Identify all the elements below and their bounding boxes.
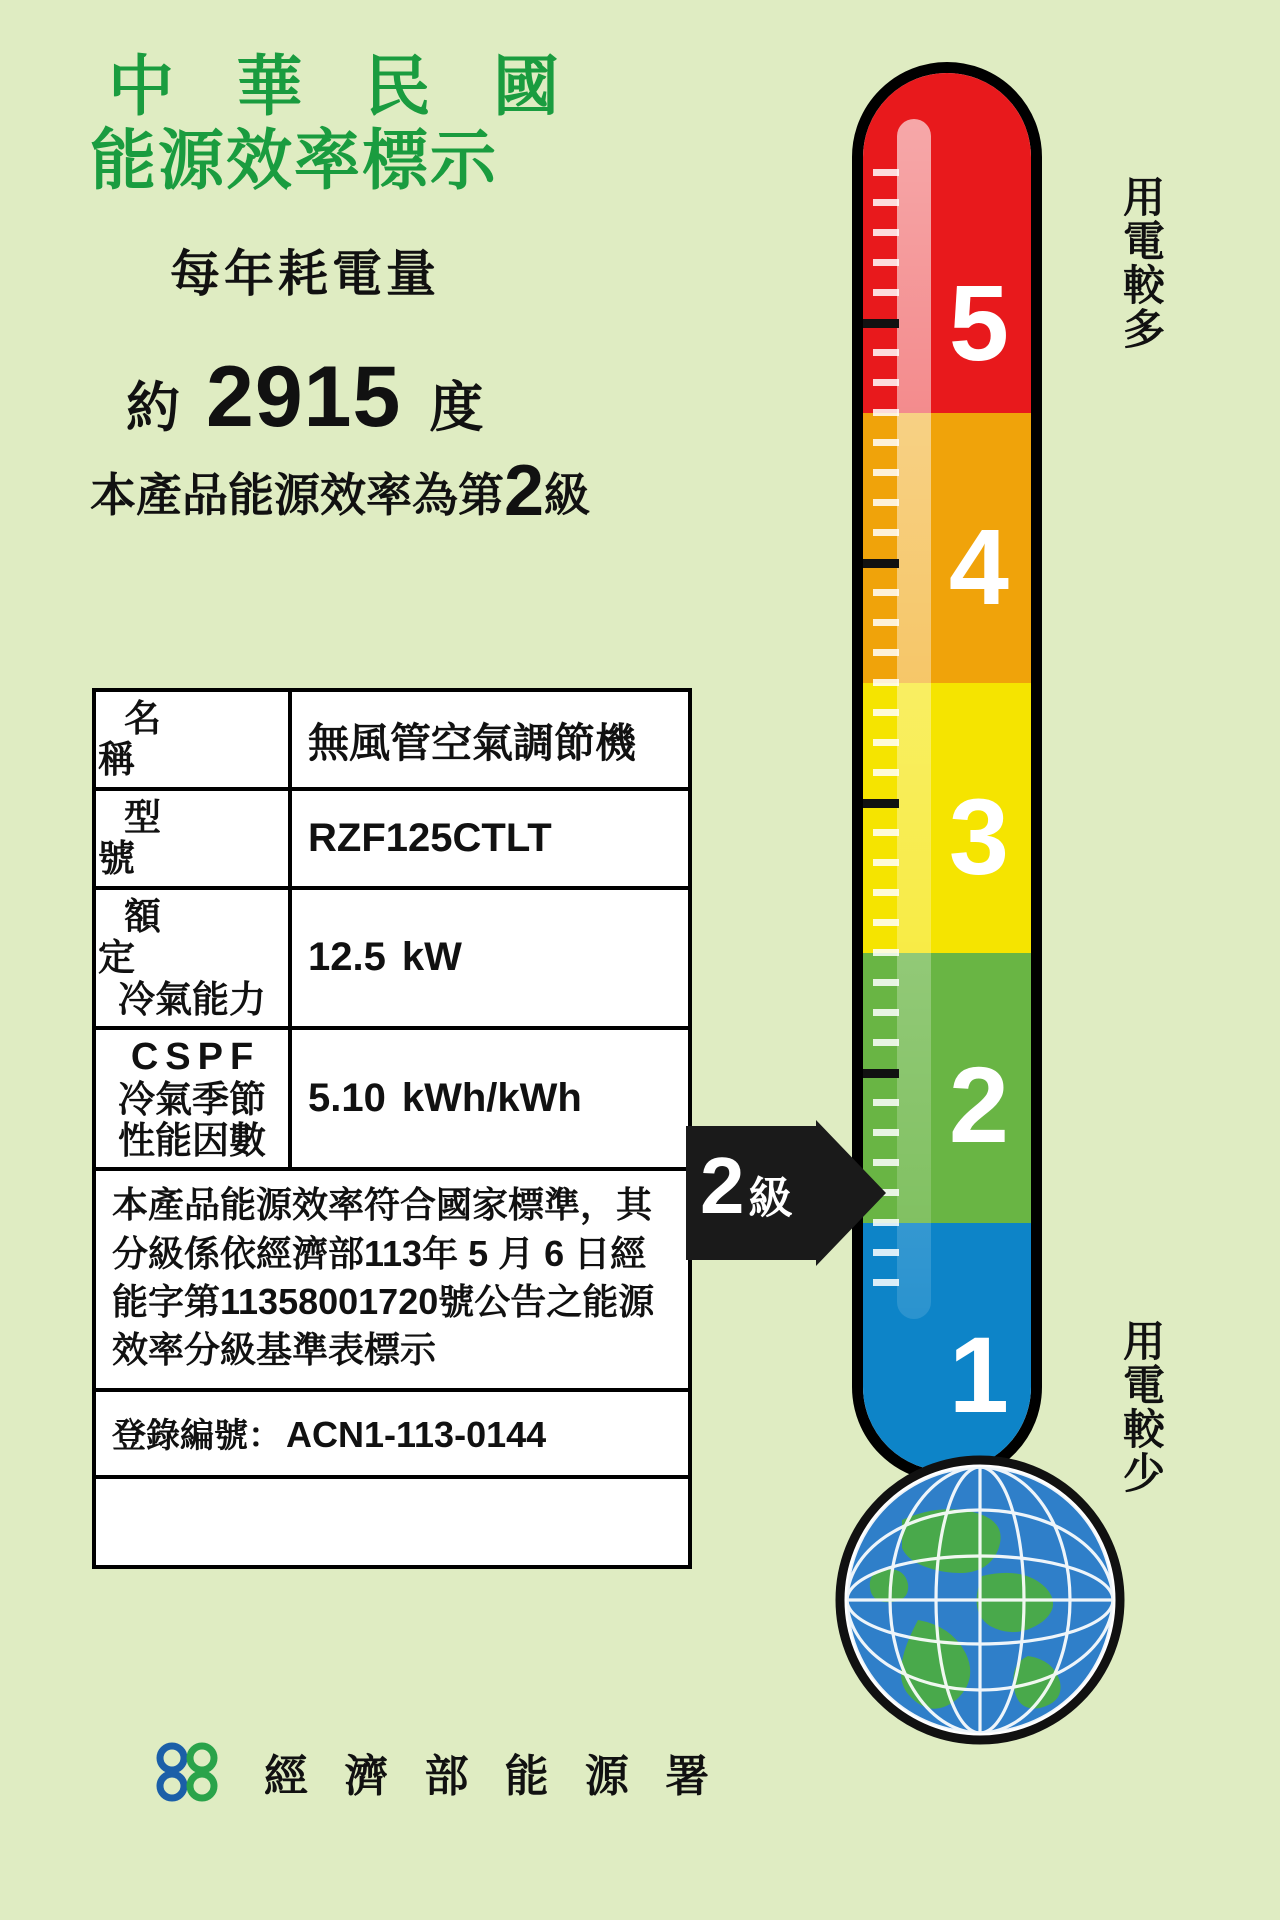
- row-value-model: RZF125CTLT: [308, 815, 552, 860]
- row-key-name: [96, 692, 292, 787]
- registration-label: 登錄編號：: [112, 1417, 282, 1456]
- thermometer-bottom-label: 用電較少: [1122, 1318, 1165, 1498]
- row-value-name: 無風管空氣調節機: [308, 719, 636, 766]
- grade-statement-prefix: 本產品能源效率為第: [90, 468, 504, 521]
- thermometer-top-label: 用電較多: [1122, 174, 1165, 354]
- footer: [150, 1740, 721, 1804]
- header-block: [90, 49, 710, 531]
- thermometer-level-4: 4: [948, 506, 1009, 627]
- table-row: [96, 890, 688, 1030]
- standards-note: 本產品能源效率符合國家標準，其分級係依經濟部113年 5 月 6 日經能字第11358001720號公告之能源效率分級基準表標示: [96, 1171, 688, 1392]
- row-key-model: [96, 791, 292, 886]
- grade-arrow-suffix: 級: [748, 1174, 793, 1223]
- spec-table: [92, 688, 692, 1569]
- thermometer-level-2: 2: [948, 1044, 1009, 1165]
- row-key-model-text: 型 號: [98, 796, 250, 880]
- annual-consumption-value-row: [126, 348, 710, 447]
- row-key-cspf-line3: 性能因數: [118, 1120, 266, 1162]
- annual-consumption-label: 每年耗電量: [170, 245, 440, 302]
- grade-statement-suffix: 級: [544, 468, 591, 521]
- bureau-of-energy-logo-icon: [150, 1741, 236, 1803]
- label-title-line2: 能源效率標示: [90, 122, 498, 197]
- agency-name: 經 濟 部 能 源 署: [264, 1752, 722, 1801]
- grade-arrow-text: [700, 1141, 793, 1230]
- cspf-number: 5.10: [308, 1076, 386, 1121]
- consumption-value: 2915: [206, 348, 402, 445]
- row-key-cspf: [96, 1030, 292, 1167]
- grade-statement-number: 2: [504, 450, 545, 531]
- consumption-unit: 度: [429, 377, 484, 438]
- approx-label: 約: [126, 377, 180, 438]
- row-key-cspf-line2: 冷氣季節: [118, 1078, 266, 1120]
- blank-row: [96, 1479, 688, 1565]
- grade-arrow-number: 2: [700, 1141, 745, 1230]
- grade-statement: [90, 450, 710, 531]
- thermometer-level-3: 3: [948, 776, 1009, 897]
- row-key-name-text: 名 稱: [98, 698, 250, 781]
- table-row: [96, 692, 688, 791]
- rated-capacity-unit: kW: [401, 935, 462, 980]
- row-key-rated-line1: 額 定: [98, 895, 250, 979]
- cspf-unit: kWh/kWh: [401, 1076, 582, 1121]
- rated-capacity-number: 12.5: [308, 935, 386, 980]
- row-value-cspf: [292, 1030, 688, 1167]
- row-key-rated-line2: 冷氣能力: [118, 978, 266, 1020]
- globe-icon: [832, 1450, 1128, 1750]
- table-row: [96, 791, 688, 890]
- thermometer-tube: [852, 62, 1042, 1482]
- registration-row: [96, 1392, 688, 1479]
- thermometer-level-1: 1: [948, 1314, 1009, 1435]
- grade-arrow-badge: [686, 1120, 886, 1266]
- registration-value: ACN1-113-0144: [286, 1414, 547, 1456]
- table-row: [96, 1030, 688, 1171]
- row-value-rated-capacity: [292, 890, 688, 1026]
- thermometer-level-5: 5: [948, 262, 1009, 383]
- label-title-line1: 中 華 民 國: [108, 49, 582, 123]
- row-key-rated-capacity: [96, 890, 292, 1026]
- efficiency-thermometer: [852, 62, 1042, 1482]
- row-key-cspf-line1: CSPF: [130, 1036, 261, 1079]
